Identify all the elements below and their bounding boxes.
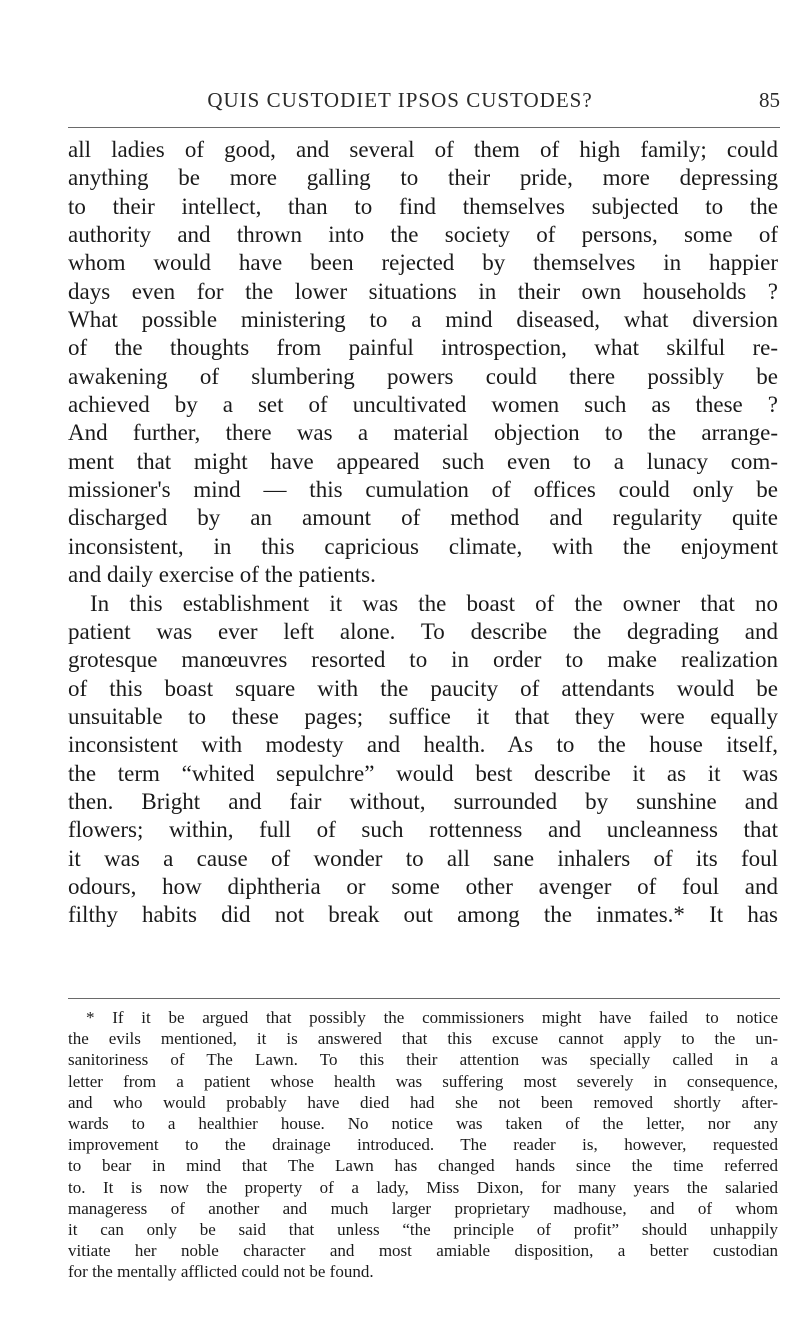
body-line: odours, how diphtheria or some other avenger of foul and <box>68 873 778 899</box>
footnote-line: to. It is now the property of a lady, Miss Dixon, for many years the salaried <box>68 1177 778 1197</box>
footnote-line: vitiate her noble character and most amiable disposition, a better custodian <box>68 1241 778 1261</box>
footnote-line: wards to a healthier house. No notice was taken of the letter, nor any <box>68 1113 778 1133</box>
body-line: days even for the lower situations in their own households ? <box>68 278 778 304</box>
body-line: unsuitable to these pages; suffice it that they were equally <box>68 703 778 729</box>
body-line: And further, there was a material objection to the arrange- <box>68 420 778 446</box>
body-line: flowers; within, full of such rottenness and uncleanness that <box>68 817 778 843</box>
body-line: In this establishment it was the boast of the owner that no <box>90 590 778 616</box>
body-line: of this boast square with the paucity of attendants would be <box>68 675 778 701</box>
footnote-line: it can only be said that unless “the principle of profit” should unhappily <box>68 1219 778 1239</box>
body-line: all ladies of good, and several of them of high family; could <box>68 137 778 162</box>
body-line: authority and thrown into the society of persons, some of <box>68 222 778 248</box>
body-line: inconsistent, in this capricious climate, with the enjoyment <box>68 533 778 559</box>
body-line: patient was ever left alone. To describe the degrading and <box>68 618 778 644</box>
body-line: to their intellect, than to find themselves subjected to the <box>68 193 778 219</box>
body-line: discharged by an amount of method and regularity quite <box>68 505 778 531</box>
body-line: of the thoughts from painful introspection, what skilful re- <box>68 335 778 361</box>
footnote-line: letter from a patient whose health was suffering most severely in consequence, <box>68 1071 778 1091</box>
footnote-rule <box>68 998 780 999</box>
body-text <box>68 136 778 930</box>
body-line: and daily exercise of the patients. <box>68 562 376 588</box>
body-line: What possible ministering to a mind diseased, what diversion <box>68 307 778 333</box>
body-line: grotesque manœuvres resorted to in order to make realization <box>68 647 778 673</box>
footnote-line: the evils mentioned, it is answered that this excuse cannot apply to the un- <box>68 1029 778 1049</box>
footnote-line: * If it be argued that possibly the commissioners might have failed to notice <box>86 1008 778 1027</box>
footnote-line: sanitoriness of The Lawn. To this their attention was specially called in a <box>68 1050 778 1070</box>
body-line: then. Bright and fair without, surrounded by sunshine and <box>68 788 778 814</box>
footnote <box>68 1007 778 1282</box>
body-line: whom would have been rejected by themselves in happier <box>68 250 778 276</box>
footnote-line: and who would probably have died had she not been removed shortly after- <box>68 1092 778 1112</box>
footnote-line: to bear in mind that The Lawn has changed hands since the time referred <box>68 1156 778 1176</box>
footnote-line: for the mentally afflicted could not be found. <box>68 1262 374 1282</box>
body-line: achieved by a set of uncultivated women such as these ? <box>68 392 778 418</box>
page-number: 85 <box>759 88 780 112</box>
body-line: filthy habits did not break out among the inmates.* It has <box>68 902 778 928</box>
body-line: it was a cause of wonder to all sane inhalers of its foul <box>68 845 778 871</box>
footnote-line: manageress of another and much larger proprietary madhouse, and of whom <box>68 1198 778 1218</box>
body-line: missioner's mind — this cumulation of offices could only be <box>68 477 778 503</box>
body-line: awakening of slumbering powers could there possibly be <box>68 363 778 389</box>
body-line: ment that might have appeared such even to a lunacy com- <box>68 448 778 474</box>
body-line: the term “whited sepulchre” would best describe it as it was <box>68 760 778 786</box>
body-line: inconsistent with modesty and health. As to the house itself, <box>68 732 778 758</box>
running-title: QUIS CUSTODIET IPSOS CUSTODES? <box>207 88 593 112</box>
header-rule <box>68 127 780 128</box>
footnote-line: improvement to the drainage introduced. The reader is, however, requested <box>68 1135 778 1155</box>
body-line: anything be more galling to their pride, more depressing <box>68 165 778 191</box>
